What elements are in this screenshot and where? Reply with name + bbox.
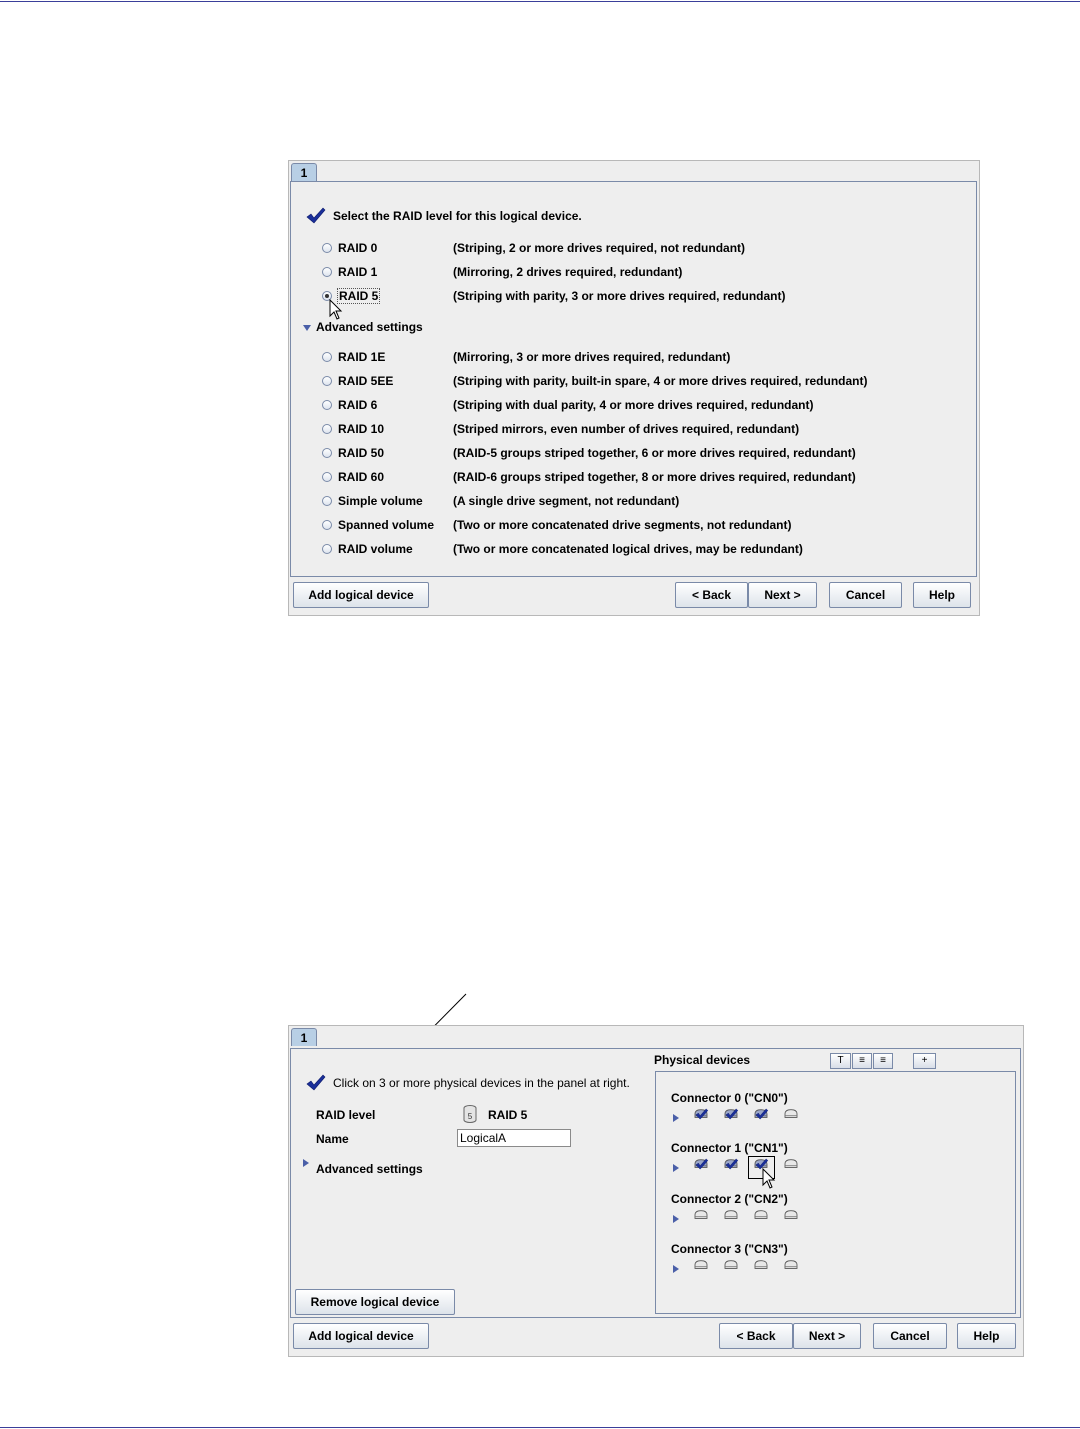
drive-selected-icon[interactable] bbox=[722, 1108, 740, 1120]
raid-0-radio[interactable] bbox=[322, 243, 332, 253]
cancel-button[interactable]: Cancel bbox=[829, 582, 902, 608]
view-toolbar bbox=[830, 1053, 940, 1069]
drive-selected-icon[interactable] bbox=[752, 1108, 770, 1120]
tab-1[interactable]: 1 bbox=[291, 1028, 317, 1046]
raid-level-icon bbox=[463, 1105, 477, 1123]
connector-expand-icon[interactable] bbox=[673, 1114, 679, 1122]
raid-option-label[interactable]: RAID 0 bbox=[338, 241, 378, 255]
connector-expand-icon[interactable] bbox=[673, 1265, 679, 1273]
raid-option-label[interactable]: RAID 60 bbox=[338, 470, 385, 484]
connector-expand-icon[interactable] bbox=[673, 1215, 679, 1223]
raid-option-desc: (Mirroring, 2 drives required, redundant) bbox=[453, 265, 683, 279]
tab-1[interactable]: 1 bbox=[291, 163, 317, 181]
mouse-cursor-icon bbox=[329, 299, 343, 321]
mouse-cursor-icon bbox=[762, 1168, 776, 1190]
instruction-text: Select the RAID level for this logical device. bbox=[333, 209, 582, 223]
drive-icon[interactable] bbox=[692, 1209, 710, 1221]
back-button[interactable]: < Back bbox=[719, 1323, 793, 1349]
raid-50-radio[interactable] bbox=[322, 448, 332, 458]
cancel-button[interactable]: Cancel bbox=[873, 1323, 947, 1349]
drive-icon[interactable] bbox=[782, 1259, 800, 1271]
raid-option-desc: (A single drive segment, not redundant) bbox=[453, 494, 680, 508]
advanced-expand-icon[interactable] bbox=[303, 1159, 309, 1167]
physical-devices-label: Physical devices bbox=[654, 1053, 751, 1067]
raid-level-value: RAID 5 bbox=[488, 1108, 528, 1122]
list-view-button[interactable]: ≡ bbox=[852, 1053, 872, 1069]
instruction-text: Click on 3 or more physical devices in the panel at right. bbox=[333, 1076, 630, 1090]
raid-option-label[interactable]: RAID 6 bbox=[338, 398, 378, 412]
raid-level-dialog bbox=[288, 160, 980, 616]
tab-content bbox=[290, 1048, 1021, 1318]
raid-option-desc: (Striping with parity, built-in spare, 4 or more drives required, redundant) bbox=[453, 374, 868, 388]
drive-icon[interactable] bbox=[782, 1209, 800, 1221]
name-label: Name bbox=[316, 1132, 349, 1146]
drive-icon[interactable] bbox=[782, 1158, 800, 1170]
raid-option-label[interactable]: RAID 5 bbox=[339, 289, 379, 303]
raid-option-desc: (Striping with parity, 3 or more drives required, redundant) bbox=[453, 289, 786, 303]
add-logical-device-button[interactable]: Add logical device bbox=[293, 1323, 429, 1349]
connector-label: Connector 2 ("CN2") bbox=[671, 1192, 788, 1206]
drive-icon[interactable] bbox=[722, 1209, 740, 1221]
raid-option-label[interactable]: RAID 50 bbox=[338, 446, 385, 460]
raid-option-desc: (RAID-6 groups striped together, 8 or more drives required, redundant) bbox=[453, 470, 856, 484]
checkmark-icon bbox=[306, 207, 326, 225]
raid-option-label[interactable]: RAID 10 bbox=[338, 422, 385, 436]
raid-60-radio[interactable] bbox=[322, 472, 332, 482]
advanced-settings-toggle[interactable]: Advanced settings bbox=[316, 1162, 423, 1176]
advanced-expand-icon[interactable] bbox=[303, 325, 311, 331]
raid-1e-radio[interactable] bbox=[322, 352, 332, 362]
drive-selected-icon[interactable] bbox=[692, 1108, 710, 1120]
raid-option-desc: (Striping with dual parity, 4 or more drives required, redundant) bbox=[453, 398, 814, 412]
raid-10-radio[interactable] bbox=[322, 424, 332, 434]
drive-icon[interactable] bbox=[752, 1209, 770, 1221]
raid-level-label: RAID level bbox=[316, 1108, 376, 1122]
detail-view-button[interactable]: ≡ bbox=[873, 1053, 893, 1069]
raid-1-radio[interactable] bbox=[322, 267, 332, 277]
advanced-settings-toggle[interactable]: Advanced settings bbox=[316, 320, 423, 334]
raid-option-desc: (RAID-5 groups striped together, 6 or more drives required, redundant) bbox=[453, 446, 856, 460]
bottom-rule bbox=[0, 1427, 1080, 1428]
add-device-button[interactable]: + bbox=[913, 1053, 936, 1069]
add-logical-device-button[interactable]: Add logical device bbox=[293, 582, 429, 608]
spanned-volume-radio[interactable] bbox=[322, 520, 332, 530]
next-button[interactable]: Next > bbox=[748, 582, 817, 608]
help-button[interactable]: Help bbox=[913, 582, 971, 608]
raid-option-desc: (Striping, 2 or more drives required, not redundant) bbox=[453, 241, 746, 255]
physical-devices-panel bbox=[655, 1071, 1016, 1314]
connector-label: Connector 1 ("CN1") bbox=[671, 1141, 788, 1155]
text-view-button[interactable]: T bbox=[830, 1053, 851, 1069]
remove-logical-device-button[interactable]: Remove logical device bbox=[295, 1289, 455, 1315]
drive-icon[interactable] bbox=[752, 1259, 770, 1271]
raid-option-desc: (Striped mirrors, even number of drives required, redundant) bbox=[453, 422, 800, 436]
raid-option-desc: (Mirroring, 3 or more drives required, redundant) bbox=[453, 350, 731, 364]
raid-option-desc: (Two or more concatenated logical drives, may be redundant) bbox=[453, 542, 803, 556]
connector-label: Connector 0 ("CN0") bbox=[671, 1091, 788, 1105]
raid-option-label[interactable]: RAID 5EE bbox=[338, 374, 394, 388]
checkmark-icon bbox=[306, 1074, 326, 1092]
raid-option-desc: (Two or more concatenated drive segments, not redundant) bbox=[453, 518, 792, 532]
raid-option-label[interactable]: RAID 1 bbox=[338, 265, 378, 279]
raid-6-radio[interactable] bbox=[322, 400, 332, 410]
top-rule bbox=[0, 1, 1080, 2]
raid-volume-radio[interactable] bbox=[322, 544, 332, 554]
tab-content bbox=[290, 181, 977, 577]
drive-selected-icon[interactable] bbox=[722, 1158, 740, 1170]
raid-option-label[interactable]: Spanned volume bbox=[338, 518, 435, 532]
connector-expand-icon[interactable] bbox=[673, 1164, 679, 1172]
drive-selected-icon[interactable] bbox=[692, 1158, 710, 1170]
connector-label: Connector 3 ("CN3") bbox=[671, 1242, 788, 1256]
drive-icon[interactable] bbox=[782, 1108, 800, 1120]
simple-volume-radio[interactable] bbox=[322, 496, 332, 506]
raid-option-label[interactable]: Simple volume bbox=[338, 494, 423, 508]
next-button[interactable]: Next > bbox=[793, 1323, 861, 1349]
raid-5ee-radio[interactable] bbox=[322, 376, 332, 386]
back-button[interactable]: < Back bbox=[675, 582, 748, 608]
physical-devices-dialog bbox=[288, 1025, 1024, 1357]
help-button[interactable]: Help bbox=[957, 1323, 1016, 1349]
raid-option-label[interactable]: RAID 1E bbox=[338, 350, 386, 364]
svg-text:5: 5 bbox=[467, 1112, 473, 1121]
name-field[interactable] bbox=[457, 1129, 571, 1147]
raid-option-label[interactable]: RAID volume bbox=[338, 542, 413, 556]
drive-icon[interactable] bbox=[722, 1259, 740, 1271]
drive-icon[interactable] bbox=[692, 1259, 710, 1271]
